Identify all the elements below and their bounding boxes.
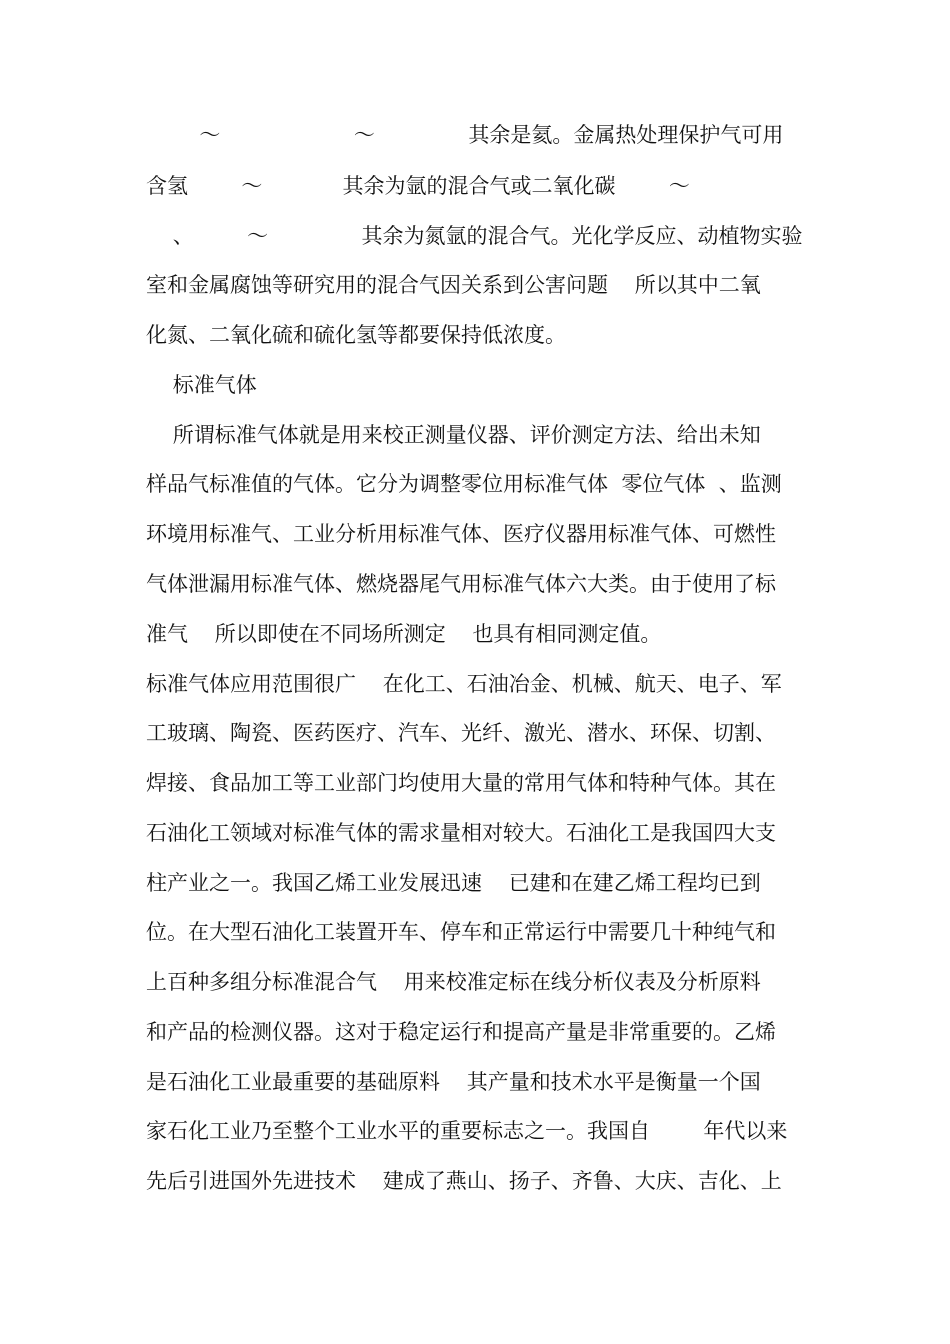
text-line: 气体泄漏用标准气体、燃烧器尾气用标准气体六大类。由于使用了标 [146, 572, 776, 596]
text-line: 标准气体应用范围很广 在化工、石油冶金、机械、航天、电子、军 [146, 672, 782, 696]
text-line: 准气 所以即使在不同场所测定 也具有相同测定值。 [146, 622, 662, 646]
text-line: 是石油化工业最重要的基础原料 其产量和技术水平是衡量一个国 [146, 1070, 761, 1094]
text-line: 化氮、二氧化硫和硫化氢等都要保持低浓度。 [146, 323, 566, 347]
text-line: 位。在大型石油化工装置开车、停车和正常运行中需要几十种纯气和 [146, 920, 776, 944]
text-line: 柱产业之一。我国乙烯工业发展迅速 已建和在建乙烯工程均已到 [146, 871, 761, 895]
text-line: 焊接、食品加工等工业部门均使用大量的常用气体和特种气体。其在 [146, 771, 776, 795]
text-line: ～ ～ 其余是氦。金属热处理保护气可用 [146, 123, 784, 147]
text-line: 工玻璃、陶瓷、医药医疗、汽车、光纤、激光、潜水、环保、切割、 [146, 721, 776, 745]
text-line: 和产品的检测仪器。这对于稳定运行和提高产量是非常重要的。乙烯 [146, 1020, 776, 1044]
text-line: 、 ～ 其余为氮氩的混合气。光化学反应、动植物实验 [146, 224, 803, 248]
text-line: 先后引进国外先进技术 建成了燕山、扬子、齐鲁、大庆、吉化、上 [146, 1169, 782, 1193]
section-heading: 标准气体 [146, 373, 257, 397]
text-line: 含氢 ～ 其余为氩的混合气或二氧化碳 ～ [146, 174, 690, 198]
text-line: 室和金属腐蚀等研究用的混合气因关系到公害问题 所以其中二氧 [146, 273, 761, 297]
text-line: 样品气标准值的气体。它分为调整零位用标准气体 零位气体 、监测 [146, 472, 782, 496]
text-line: 环境用标准气、工业分析用标准气体、医疗仪器用标准气体、可燃性 [146, 522, 776, 546]
text-line: 上百种多组分标准混合气 用来校准定标在线分析仪表及分析原料 [146, 970, 761, 994]
text-line: 家石化工业乃至整个工业水平的重要标志之一。我国自 年代以来 [146, 1119, 788, 1143]
text-line: 所谓标准气体就是用来校正测量仪器、评价测定方法、给出未知 [146, 423, 761, 447]
text-line: 石油化工领域对标准气体的需求量相对较大。石油化工是我国四大支 [146, 821, 776, 845]
